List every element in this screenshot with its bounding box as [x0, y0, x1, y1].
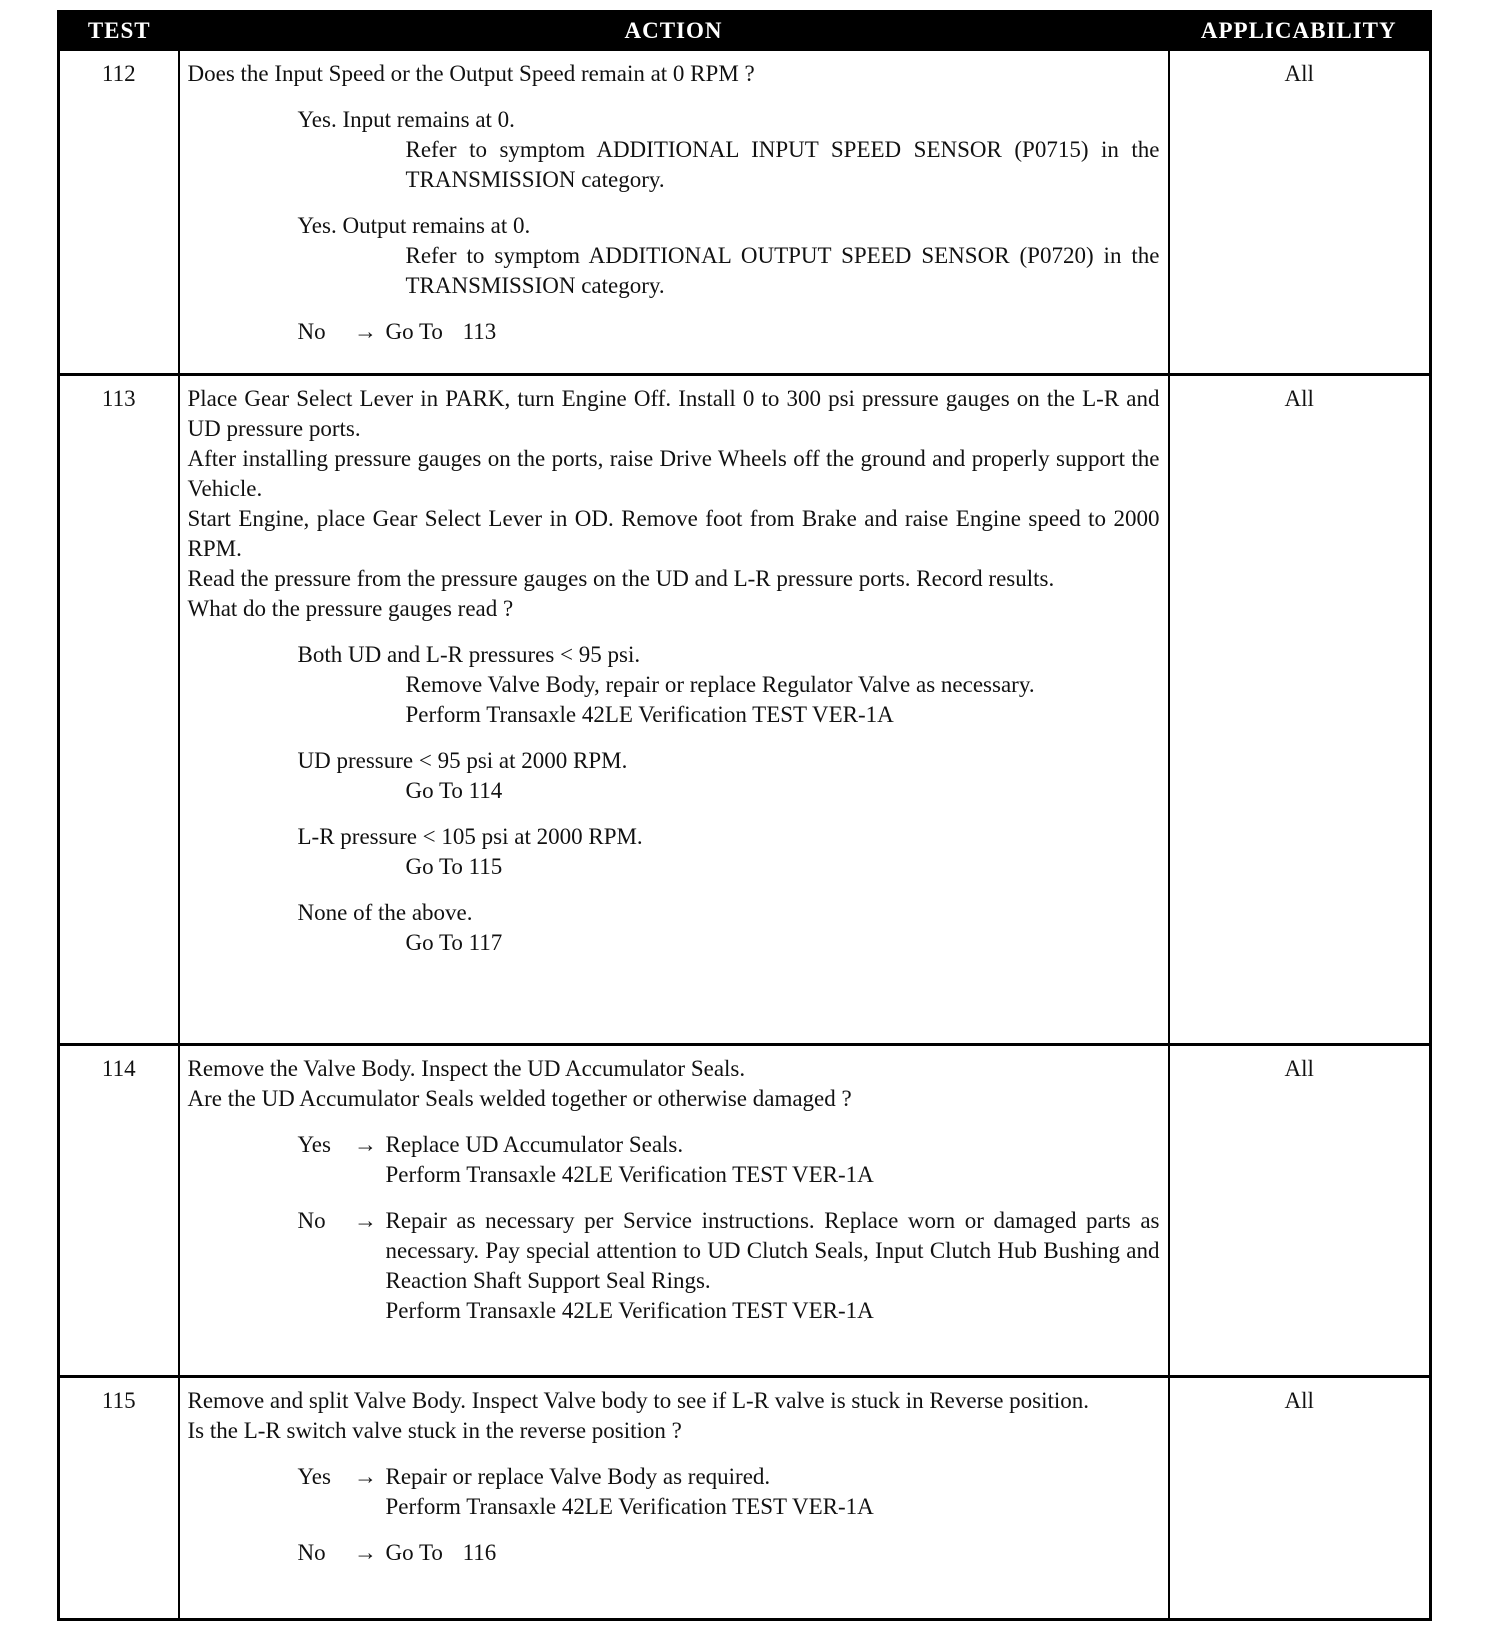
option-label: Both UD and L-R pressures < 95 psi.: [297, 641, 641, 667]
option-result: Refer to symptom ADDITIONAL OUTPUT SPEED SENSOR (P0720) in the TRANSMISSION category.: [405, 243, 1160, 298]
action-cell: [179, 1376, 1169, 1620]
question-text: What do the pressure gauges read ?: [187, 595, 514, 621]
option-label: Yes. Output remains at 0.: [297, 213, 531, 238]
right-arrow-icon: →: [354, 1463, 377, 1489]
test-number: 115: [59, 1376, 179, 1620]
branch-text: Repair or replace Valve Body as required.: [385, 1463, 771, 1489]
goto-target: 117: [468, 929, 503, 955]
goto-target: 115: [468, 853, 503, 879]
right-arrow-icon: →: [354, 1539, 377, 1565]
test-row-115: [59, 1376, 1431, 1620]
no-branch: [298, 317, 1160, 347]
test-number: 114: [59, 1044, 179, 1376]
yes-branch: [298, 1130, 1160, 1190]
goto-label: Go To: [405, 777, 463, 803]
option-result: Remove Valve Body, repair or replace Regulator Valve as necessary.: [405, 671, 1035, 697]
goto-target: 116: [462, 1539, 497, 1565]
option-goto: [406, 852, 1160, 882]
test-number: 112: [59, 50, 179, 374]
applicability-value: All: [1169, 50, 1431, 374]
action-cell: [179, 50, 1169, 374]
test-row-114: [59, 1044, 1431, 1376]
applicability-value: All: [1169, 1044, 1431, 1376]
test-row-113: [59, 374, 1431, 1044]
branch-text: Replace UD Accumulator Seals.: [385, 1131, 684, 1157]
instruction-paragraph: Read the pressure from the pressure gauges on the UD and L-R pressure ports. Record results.: [187, 565, 1055, 591]
no-branch: [298, 1538, 1160, 1568]
goto-label: Go To: [385, 1539, 443, 1565]
goto-target: 114: [468, 777, 503, 803]
instruction-paragraph: After installing pressure gauges on the ports, raise Drive Wheels off the ground and properly support the Vehicle.: [187, 445, 1160, 501]
branch-text: Perform Transaxle 42LE Verification TEST VER-1A: [385, 1161, 874, 1187]
header-action: ACTION: [179, 12, 1169, 51]
goto-target: 113: [462, 319, 497, 344]
option-label: Yes. Input remains at 0.: [297, 107, 515, 132]
right-arrow-icon: →: [354, 319, 377, 344]
question-text: Is the L-R switch valve stuck in the reverse position ?: [187, 1417, 682, 1443]
goto-label: Go To: [405, 929, 463, 955]
test-row-112: [59, 50, 1431, 374]
question-text: Does the Input Speed or the Output Speed remain at 0 RPM ?: [187, 61, 755, 86]
instruction-paragraph: Remove the Valve Body. Inspect the UD Accumulator Seals.: [187, 1055, 746, 1081]
header-test: TEST: [59, 12, 179, 51]
option-goto: [406, 928, 1160, 958]
option-result: Perform Transaxle 42LE Verification TEST VER-1A: [405, 701, 894, 727]
diagnostic-test-table: [57, 10, 1432, 1621]
branch-text: Perform Transaxle 42LE Verification TEST VER-1A: [385, 1297, 874, 1323]
applicability-value: All: [1169, 374, 1431, 1044]
goto-label: Go To: [385, 319, 443, 344]
instruction-paragraph: Remove and split Valve Body. Inspect Valve body to see if L-R valve is stuck in Reverse position.: [187, 1387, 1090, 1413]
branch-text: Perform Transaxle 42LE Verification TEST VER-1A: [385, 1493, 874, 1519]
applicability-value: All: [1169, 1376, 1431, 1620]
no-branch: [298, 1206, 1160, 1326]
option-label: L-R pressure < 105 psi at 2000 RPM.: [297, 823, 643, 849]
right-arrow-icon: →: [354, 1131, 377, 1157]
option-label: None of the above.: [297, 899, 473, 925]
instruction-paragraph: Start Engine, place Gear Select Lever in OD. Remove foot from Brake and raise Engine speed to 2000 RPM.: [187, 505, 1160, 561]
branch-text: Repair as necessary per Service instructions. Replace worn or damaged parts as necessary. Pay special attention to UD Clutch Seals, Input Clutch Hub Bushing and Reaction Shaft Support Seal Rings.: [385, 1207, 1160, 1293]
instruction-paragraph: Place Gear Select Lever in PARK, turn Engine Off. Install 0 to 300 psi pressure gauges on the L-R and UD pressure ports.: [187, 385, 1160, 441]
yes-branch: [298, 1462, 1160, 1522]
option-label: UD pressure < 95 psi at 2000 RPM.: [297, 747, 628, 773]
action-cell: [179, 374, 1169, 1044]
option-result: Refer to symptom ADDITIONAL INPUT SPEED SENSOR (P0715) in the TRANSMISSION category.: [405, 137, 1160, 192]
test-number: 113: [59, 374, 179, 1044]
header-applicability: APPLICABILITY: [1169, 12, 1431, 51]
right-arrow-icon: →: [354, 1207, 377, 1233]
yes-label: Yes: [297, 1463, 331, 1489]
no-label: No: [297, 319, 326, 344]
table-header-row: [59, 12, 1431, 51]
no-label: No: [297, 1207, 326, 1233]
action-cell: [179, 1044, 1169, 1376]
yes-label: Yes: [297, 1131, 331, 1157]
question-text: Are the UD Accumulator Seals welded together or otherwise damaged ?: [187, 1085, 852, 1111]
goto-label: Go To: [405, 853, 463, 879]
no-label: No: [297, 1539, 326, 1565]
option-goto: [406, 776, 1160, 806]
